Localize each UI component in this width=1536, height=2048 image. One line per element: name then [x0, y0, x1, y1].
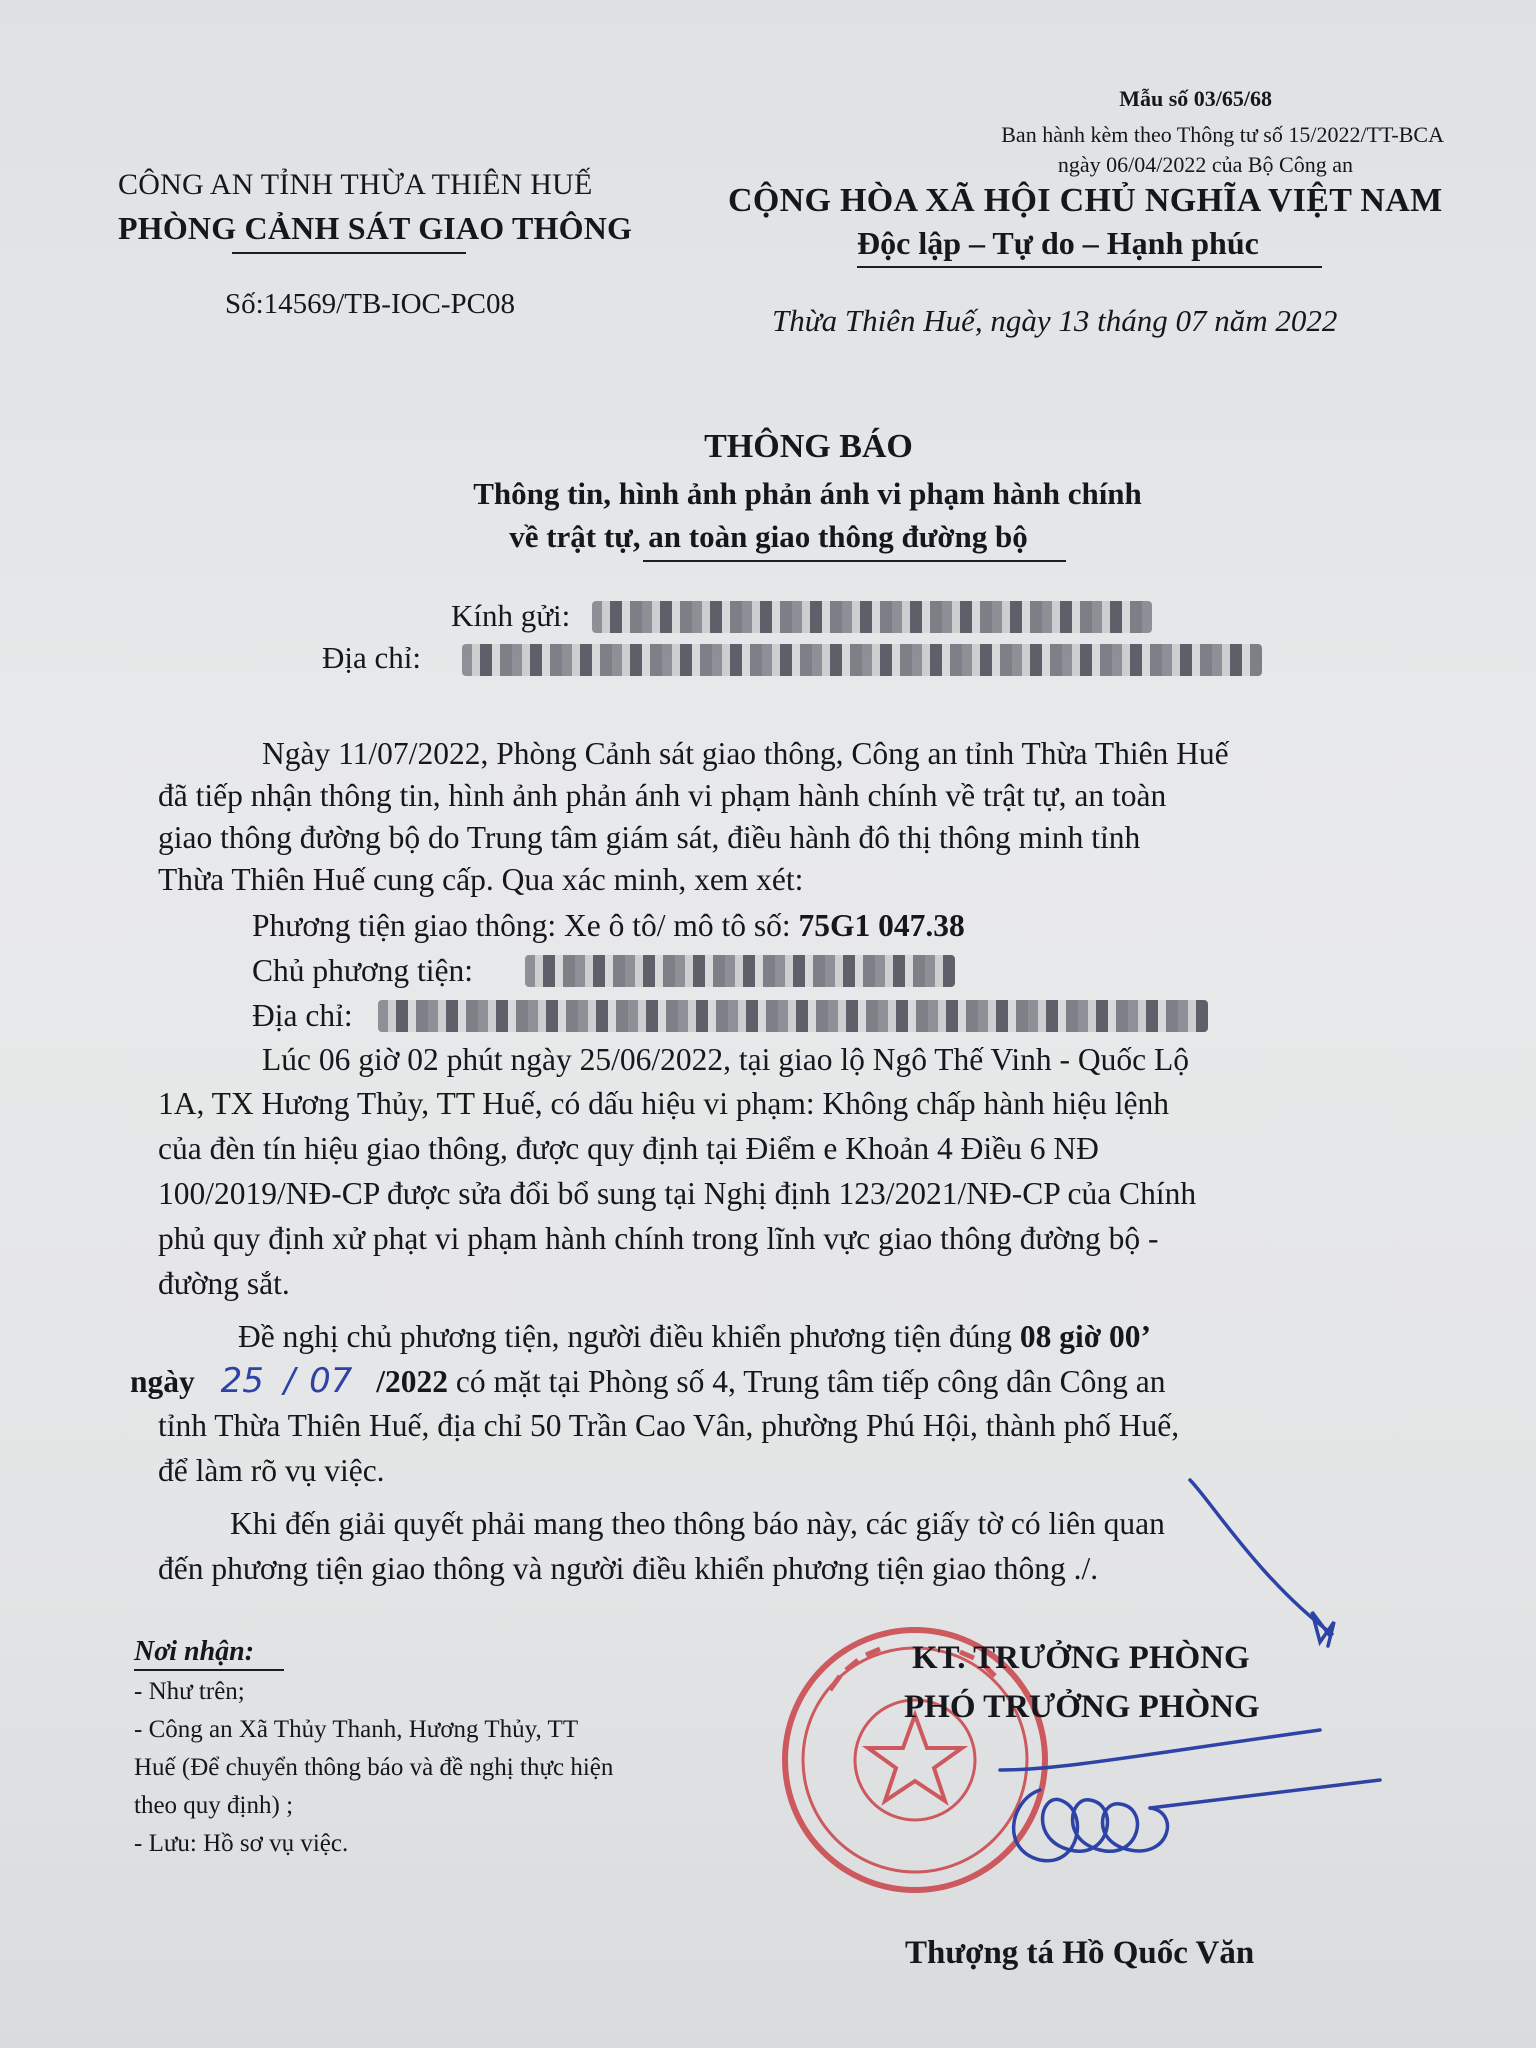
paragraph-3-text: Đề nghị chủ phương tiện, người điều khiển phương tiện đúng — [238, 1319, 1012, 1354]
receiver-2-line-2: Huế (Để chuyển thông báo và đề nghị thực hiện — [134, 1754, 614, 1781]
circular-reference: Ban hành kèm theo Thông tư số 15/2022/TT-BCA — [1001, 122, 1444, 147]
recipient-label: Kính gửi: — [451, 598, 571, 633]
document-subtitle-line1: Thông tin, hình ảnh phản ánh vi phạm hành chính — [473, 476, 1142, 511]
paragraph-1-line-1: Ngày 11/07/2022, Phòng Cảnh sát giao thông, Công an tỉnh Thừa Thiên Huế — [262, 736, 1229, 771]
appointment-day-label: ngày — [130, 1364, 195, 1399]
paragraph-2-line-2: 1A, TX Hương Thủy, TT Huế, có dấu hiệu vi phạm: Không chấp hành hiệu lệnh — [158, 1086, 1169, 1121]
owner-label: Chủ phương tiện: — [252, 953, 473, 988]
paragraph-3-location: có mặt tại Phòng số 4, Trung tâm tiếp công dân Công an — [455, 1364, 1166, 1399]
date-separator: / — [283, 1361, 296, 1401]
national-motto: Độc lập – Tự do – Hạnh phúc — [857, 225, 1259, 261]
paragraph-1-line-4: Thừa Thiên Huế cung cấp. Qua xác minh, xem xét: — [158, 862, 804, 897]
paragraph-3-line-3: tỉnh Thừa Thiên Huế, địa chỉ 50 Trần Cao Vân, phường Phú Hội, thành phố Huế, — [158, 1408, 1180, 1443]
paragraph-2-line-6: đường sắt. — [158, 1266, 290, 1301]
receiver-2-line-1: - Công an Xã Thủy Thanh, Hương Thủy, TT — [134, 1716, 579, 1743]
appointment-time: 08 giờ 00’ — [1019, 1319, 1152, 1354]
license-plate: 75G1 047.38 — [798, 908, 965, 943]
paragraph-2-line-5: phủ quy định xử phạt vi phạm hành chính trong lĩnh vực giao thông đường bộ - — [158, 1221, 1159, 1256]
owner-address-label: Địa chỉ: — [252, 998, 353, 1033]
paragraph-4-line-1: Khi đến giải quyết phải mang theo thông báo này, các giấy tờ có liên quan — [230, 1506, 1165, 1541]
handwritten-month: 07 — [309, 1361, 353, 1401]
receivers-title: Nơi nhận: — [134, 1636, 255, 1667]
document-subtitle-line2: về trật tự, an toàn giao thông đường bộ — [509, 519, 1028, 554]
paragraph-2-line-3: của đèn tín hiệu giao thông, được quy định tại Điểm e Khoản 4 Điều 6 NĐ — [158, 1131, 1099, 1166]
receiver-1: - Như trên; — [134, 1678, 245, 1705]
vehicle-label: Phương tiện giao thông: Xe ô tô/ mô tô số: — [252, 908, 791, 943]
form-code: Mẫu số 03/65/68 — [1119, 86, 1272, 111]
paragraph-2-line-1: Lúc 06 giờ 02 phút ngày 25/06/2022, tại giao lộ Ngô Thế Vinh - Quốc Lộ — [262, 1042, 1189, 1077]
document-title: THÔNG BÁO — [704, 428, 913, 465]
signer-name: Thượng tá Hồ Quốc Văn — [905, 1935, 1255, 1971]
national-title: CỘNG HÒA XÃ HỘI CHỦ NGHĨA VIỆT NAM — [728, 182, 1443, 219]
document-number: Số:14569/TB-IOC-PC08 — [225, 288, 516, 320]
paragraph-2-line-4: 100/2019/NĐ-CP được sửa đổi bổ sung tại Nghị định 123/2021/NĐ-CP của Chính — [158, 1176, 1197, 1211]
paragraph-3-line-4: để làm rõ vụ việc. — [158, 1453, 385, 1488]
recipient-address-label: Địa chỉ: — [322, 640, 421, 675]
handwritten-day: 25 — [220, 1361, 264, 1401]
paragraph-4-line-2: đến phương tiện giao thông và người điều khiển phương tiện giao thông ./. — [158, 1551, 1099, 1586]
circular-date: ngày 06/04/2022 của Bộ Công an — [1057, 152, 1353, 177]
place-date: Thừa Thiên Huế, ngày 13 tháng 07 năm 2022 — [772, 303, 1338, 338]
paragraph-1-line-2: đã tiếp nhận thông tin, hình ảnh phản ánh vi phạm hành chính về trật tự, an toàn — [158, 778, 1167, 813]
agency-name: CÔNG AN TỈNH THỪA THIÊN HUẾ — [118, 168, 593, 201]
appointment-year: /2022 — [376, 1364, 449, 1399]
department-name: PHÒNG CẢNH SÁT GIAO THÔNG — [118, 210, 633, 246]
signature-rank-2: PHÓ TRƯỞNG PHÒNG — [904, 1689, 1260, 1725]
paragraph-1-line-3: giao thông đường bộ do Trung tâm giám sát, điều hành đô thị thông minh tỉnh — [158, 820, 1141, 855]
signature-rank-1: KT. TRƯỞNG PHÒNG — [912, 1640, 1250, 1676]
receiver-2-line-3: theo quy định) ; — [134, 1792, 294, 1819]
receiver-3: - Lưu: Hồ sơ vụ việc. — [134, 1830, 349, 1857]
